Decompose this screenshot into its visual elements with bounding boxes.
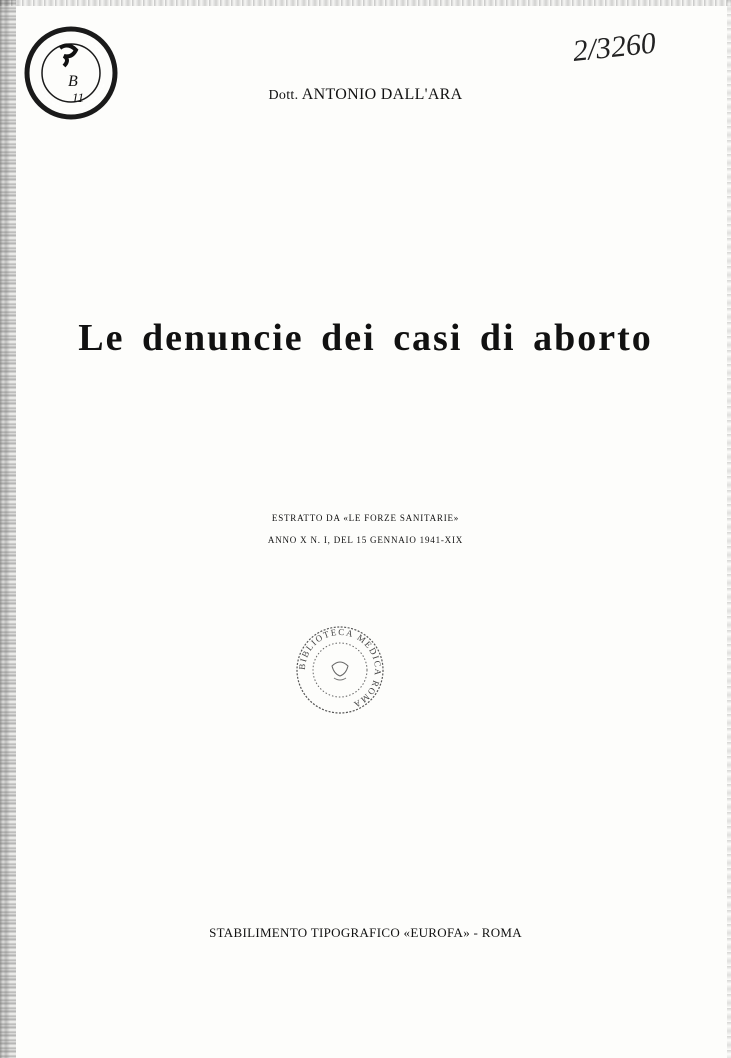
stamp-mark-number: 11 — [72, 90, 85, 105]
author-name: ANTONIO DALL'ARA — [301, 86, 463, 103]
scan-edge-left — [0, 0, 16, 1058]
handwritten-inventory-number — [566, 10, 676, 72]
stamp-mark-b: B — [68, 73, 78, 90]
document-title: Le denuncie dei casi di aborto — [78, 317, 653, 359]
extract-issue-line: ANNO X N. I, DEL 15 GENNAIO 1941-XIX — [267, 535, 464, 545]
center-stamp-ring-text: BIBLIOTECA MEDICA ROMA — [296, 626, 384, 711]
extract-source-line: ESTRATTO DA «LE FORZE SANITARIE» — [271, 513, 460, 523]
library-stamp-top — [22, 24, 120, 122]
library-stamp-center — [292, 622, 388, 718]
publisher-line: STABILIMENTO TIPOGRAFICO «EUROFA» - ROMA — [209, 925, 522, 940]
author-prefix: Dott. — [268, 88, 299, 103]
scan-edge-right — [727, 0, 731, 1058]
author-line — [0, 86, 731, 104]
handwritten-number-text: 2/3260 — [571, 26, 658, 69]
svg-text:BIBLIOTECA MEDICA ROMA — [297, 627, 383, 710]
scan-edge-top — [0, 0, 731, 6]
